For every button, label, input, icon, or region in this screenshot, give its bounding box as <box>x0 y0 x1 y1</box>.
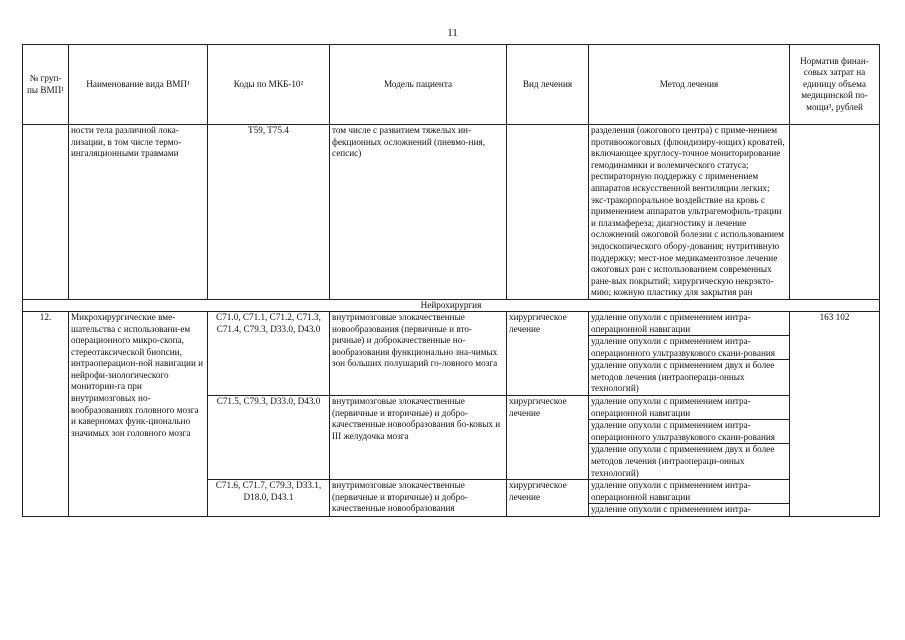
sub3-model: внутримозговые злокачественные (первичные и вторичные) и добро-качественные новообразования <box>330 480 507 517</box>
continued-treatment-cell <box>507 125 589 300</box>
continued-row <box>23 125 880 300</box>
sub2-codes: C71.5, C79.3, D33.0, D43.0 <box>208 396 330 480</box>
section-title: Нейрохирургия <box>23 299 880 311</box>
page-number: 11 <box>447 27 458 39</box>
continued-model: том числе с развитием тяжелых ин-фекционных осложнений (пневмо-ния, сепсис) <box>330 125 507 300</box>
sub3-method: удаление опухоли с применением интра-операционной навигации <box>591 480 751 502</box>
section-row <box>23 299 880 311</box>
continued-method: разделения (ожогового центра) с приме-нением противоожоговых (флюидизиру-ющих) кроватей, включающее круглосу-точное мониторирование гемодинамики и волемического статуса; респираторную поддержку с применением аппаратов искусственной вентиляции легких; экс-тракорпоральное воздействие на кровь с применением аппаратов ультрагемофиль-трации и плазмафереза; диагностику и лечение осложнений ожоговой болезни с использованием эндоскопического обору-дования; нутритивную поддержку; мест-ное медикаментозное лечение ожоговых ран с использованием современных ране-вых покрытий; хирургическую некрэкто-мию; кожную пластику для закрытия ран <box>589 125 790 300</box>
sub1-method: удаление опухоли с применением двух и более методов лечения (интраопераци-онных технологий) <box>589 359 789 395</box>
continued-codes: T59, T75.4 <box>208 125 330 300</box>
header-norm: Норматив финан-совых затрат на единицу объема медицинской по-мощи³, рублей <box>790 45 880 125</box>
continued-norm-cell <box>790 125 880 300</box>
sub2-method: удаление опухоли с применением интра-операционного ультразвукового скани-рования <box>589 419 789 443</box>
sub2-methods <box>589 396 790 480</box>
header-name: Наименование вида ВМП¹ <box>69 45 208 125</box>
sub1-treatment: хирургическое лечение <box>507 311 589 395</box>
header-group: № груп-пы ВМП¹ <box>23 45 69 125</box>
group-norm: 163 102 <box>790 311 880 516</box>
sub2-method: удаление опухоли с применением интра-операционной навигации <box>591 396 751 418</box>
sub3-methods <box>589 480 790 517</box>
group-name: Микрохирургические вме-шательства с использовани-ем операционного микро-скопа, стереотаксической биопсии, интраоперацион-ной навигации и нейрофи-зиологического мониторин-га при внутримозговых но-вообразованиях головного мозга и каверномах функ-ционально значимых зон головного мозга <box>69 311 208 516</box>
sub2-model: внутримозговые злокачественные (первичные и вторичные) и добро-качественные новообразования бо-ковых и III желудочка мозга <box>330 396 507 480</box>
sub2-treatment: хирургическое лечение <box>507 396 589 480</box>
sub1-model: внутримозговые злокачественные новообразования (первичные и вто-ричные) и доброкачественные но-вообразования функционально зна-чимых зон больших полушарий го-ловного мозга <box>330 311 507 395</box>
sub3-codes: C71.6, C71.7, C79.3, D33.1, D18.0, D43.1 <box>208 480 330 517</box>
sub3-treatment: хирургическое лечение <box>507 480 589 517</box>
sub1-method: удаление опухоли с применением интра-операционной навигации <box>591 311 751 334</box>
continued-name: ности тела различной лока-лизации, в том числе термо-ингаляционными травмами <box>69 125 208 300</box>
group-number: 12. <box>23 311 69 516</box>
sub1-method: удаление опухоли с применением интра-операционного ультразвукового скани-рования <box>589 335 789 359</box>
sub1-methods <box>589 311 790 395</box>
sub2-method: удаление опухоли с применением двух и более методов лечения (интраопераци-онных технологий) <box>589 443 789 479</box>
header-row <box>23 45 880 125</box>
continued-group-cell <box>23 125 69 300</box>
header-model: Модель пациента <box>330 45 507 125</box>
header-codes: Коды по МКБ-10² <box>208 45 330 125</box>
header-treatment: Вид лечения <box>507 45 589 125</box>
vmp-table <box>22 44 880 517</box>
sub3-method: удаление опухоли с применением интра- <box>589 503 789 516</box>
header-method: Метод лечения <box>589 45 790 125</box>
sub1-codes: C71.0, C71.1, C71.2, C71.3, C71.4, C79.3, D33.0, D43.0 <box>208 311 330 395</box>
group-row <box>23 311 880 395</box>
